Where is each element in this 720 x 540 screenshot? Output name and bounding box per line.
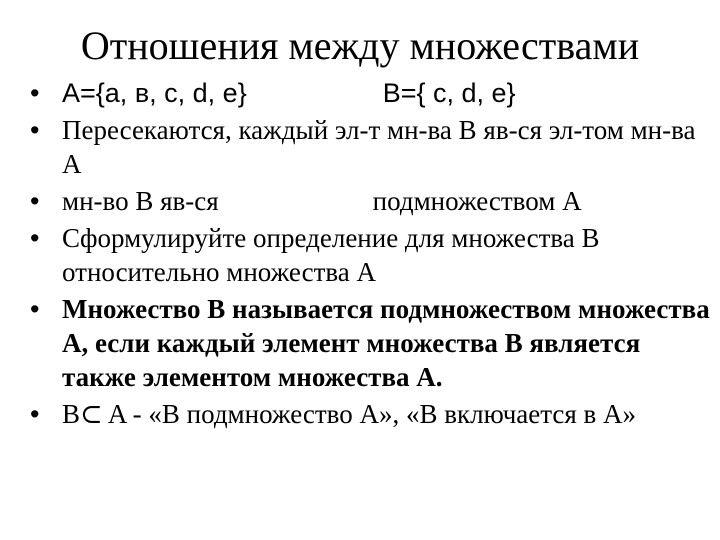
- bullet-text: Пересекаются, каждый эл-т мн-ва В яв-ся эл-том мн-ва А: [62, 115, 696, 179]
- bullet-icon: •: [30, 223, 40, 253]
- subset-definition: Множество В называется подмножеством множества А, если каждый элемент множества В является также элементом множества А.: [62, 294, 710, 392]
- bullet-text: Сформулируйте определение для множества В относительно множества А: [62, 223, 600, 287]
- bullet-list: [30, 76, 715, 434]
- bullet-icon: •: [30, 115, 40, 145]
- set-a-definition: A={a, в, c, d, e}: [62, 78, 247, 108]
- bullet-icon: •: [30, 294, 40, 324]
- set-b-definition: B={ c, d, e}: [382, 78, 516, 108]
- bullet-item: [30, 397, 715, 431]
- bullet-item: [30, 76, 715, 110]
- bullet-icon: •: [30, 78, 40, 108]
- bullet-icon: •: [30, 186, 40, 216]
- bullet-text-left: мн-во В яв-ся: [62, 186, 219, 216]
- bullet-text-right: подмножеством А: [372, 186, 582, 216]
- bullet-item: [30, 184, 715, 218]
- bullet-item: [30, 221, 715, 289]
- bullet-item: [30, 292, 715, 394]
- bullet-item: [30, 113, 715, 181]
- subset-notation: B⊂ A - «В подмножество А», «В включается в А»: [62, 399, 637, 429]
- slide-title: Отношения между множествами: [80, 23, 640, 68]
- bullet-icon: •: [30, 399, 40, 429]
